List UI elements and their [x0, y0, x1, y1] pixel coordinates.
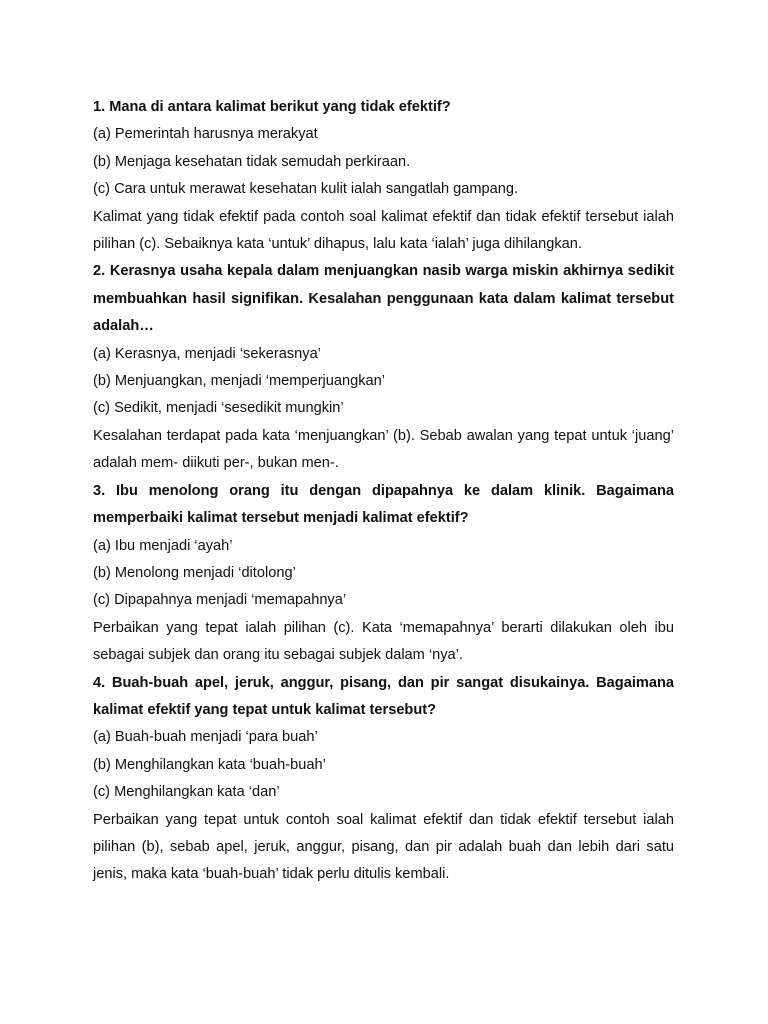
document-body	[93, 94, 674, 889]
option-a: (a) Buah-buah menjadi ‘para buah’	[93, 729, 318, 746]
question-text: 3. Ibu menolong orang itu dengan dipapahnya ke dalam klinik. Bagaimana memperbaiki kalimat tersebut menjadi kalimat efektif?	[93, 482, 674, 527]
question-text: 1. Mana di antara kalimat berikut yang tidak efektif?	[93, 99, 451, 115]
question-block-1	[93, 94, 674, 258]
question-text: 4. Buah-buah apel, jeruk, anggur, pisang, dan pir sangat disukainya. Bagaimana kalimat efektif yang tepat untuk kalimat tersebut?	[93, 674, 674, 718]
question-block-3	[93, 478, 674, 670]
question-text: 2. Kerasnya usaha kepala dalam menjuangkan nasib warga miskin akhirnya sedikit membuahkan hasil signifikan. Kesalahan penggunaan kata dalam kalimat tersebut adalah…	[93, 263, 674, 335]
option-c: (c) Dipapahnya menjadi ‘memapahnya’	[93, 592, 347, 609]
option-b: (b) Menghilangkan kata ‘buah-buah’	[93, 756, 326, 773]
answer-explanation: Kalimat yang tidak efektif pada contoh soal kalimat efektif dan tidak efektif tersebut ialah pilihan (c). Sebaiknya kata ‘untuk’ dihapus, lalu kata ‘ialah’ juga dihilangkan.	[93, 208, 674, 253]
option-b: (b) Menjuangkan, menjadi ‘memperjuangkan’	[93, 373, 386, 390]
answer-explanation: Perbaikan yang tepat ialah pilihan (c). Kata ‘memapahnya’ berarti dilakukan oleh ibu sebagai subjek dan orang itu sebagai subjek dalam ‘nya’.	[93, 619, 674, 664]
answer-explanation: Perbaikan yang tepat untuk contoh soal kalimat efektif dan tidak efektif tersebut ialah pilihan (b), sebab apel, jeruk, anggur, pisang, dan pir adalah buah dan lebih dari satu jenis, maka kata ‘buah-buah’ tidak perlu ditulis kembali.	[93, 811, 674, 883]
option-c: (c) Cara untuk merawat kesehatan kulit ialah sangatlah gampang.	[93, 181, 519, 198]
question-block-2	[93, 258, 674, 477]
option-b: (b) Menolong menjadi ‘ditolong’	[93, 564, 296, 581]
option-c: (c) Sedikit, menjadi ‘sesedikit mungkin’	[93, 400, 344, 417]
option-a: (a) Ibu menjadi ‘ayah’	[93, 537, 233, 554]
answer-explanation: Kesalahan terdapat pada kata ‘menjuangkan’ (b). Sebab awalan yang tepat untuk ‘juang’ adalah mem- diikuti per-, bukan men-.	[93, 427, 674, 472]
option-c: (c) Menghilangkan kata ‘dan’	[93, 784, 280, 801]
option-b: (b) Menjaga kesehatan tidak semudah perkiraan.	[93, 153, 411, 170]
option-a: (a) Pemerintah harusnya merakyat	[93, 126, 318, 143]
option-a: (a) Kerasnya, menjadi ‘sekerasnya’	[93, 345, 321, 362]
question-block-4	[93, 670, 674, 889]
